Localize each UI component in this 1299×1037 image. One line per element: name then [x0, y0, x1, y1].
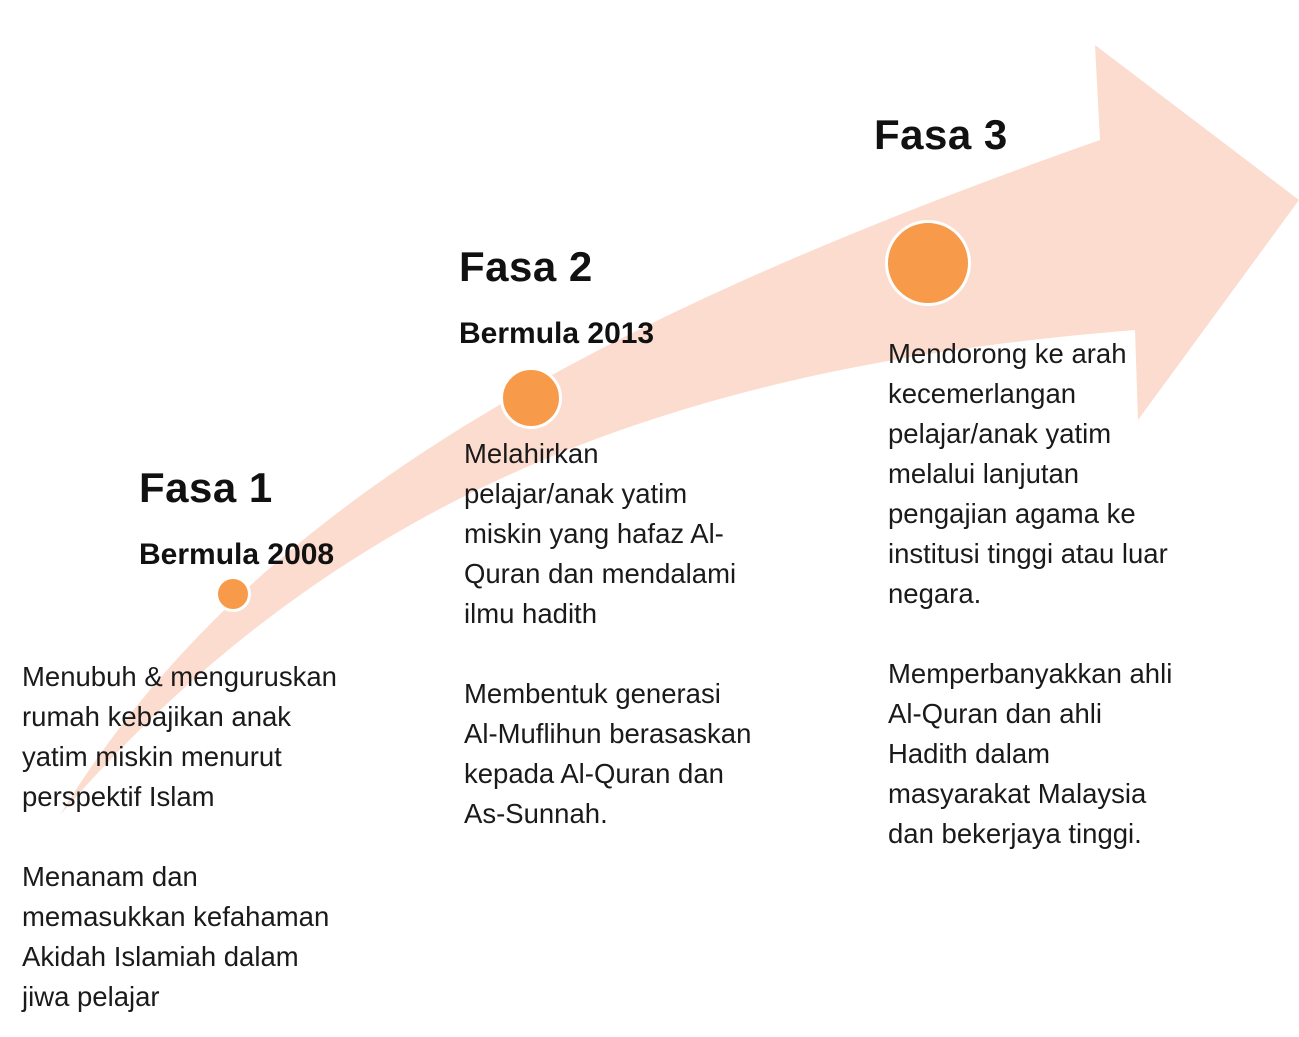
phase-1-paragraph-1: Menubuh & menguruskan rumah kebajikan anak yatim miskin menurut perspektif Islam	[22, 661, 337, 812]
phase-2-start: Bermula 2013	[459, 317, 655, 350]
phase-2-paragraph-1: Melahirkan pelajar/anak yatim miskin yang hafaz Al- Quran dan mendalami ilmu hadith	[464, 438, 737, 629]
phase-2-marker	[500, 367, 562, 429]
phase-1-paragraph-2: Menanam dan memasukkan kefahaman Akidah Islamiah dalam jiwa pelajar	[22, 861, 330, 1012]
phase-2-paragraph-2: Membentuk generasi Al-Muflihun berasaskan kepada Al-Quran dan As-Sunnah.	[464, 678, 752, 829]
phase-1-marker	[215, 576, 251, 612]
phase-3-paragraph-2: Memperbanyakkan ahli Al-Quran dan ahli Hadith dalam masyarakat Malaysia dan bekerjaya tinggi.	[888, 658, 1173, 849]
phase-2-title: Fasa 2	[459, 243, 593, 290]
phase-3-description	[888, 334, 1288, 854]
phase-2-description	[464, 434, 824, 834]
phase-3-title: Fasa 3	[874, 111, 1008, 158]
phase-1-start: Bermula 2008	[139, 538, 335, 571]
phase-3-paragraph-1: Mendorong ke arah kecemerlangan pelajar/anak yatim melalui lanjutan pengajian agama ke institusi tinggi atau luar negara.	[888, 338, 1168, 609]
phase-3-marker	[885, 220, 971, 306]
phase-1-description	[22, 657, 422, 1017]
phase-1-title: Fasa 1	[139, 464, 273, 511]
